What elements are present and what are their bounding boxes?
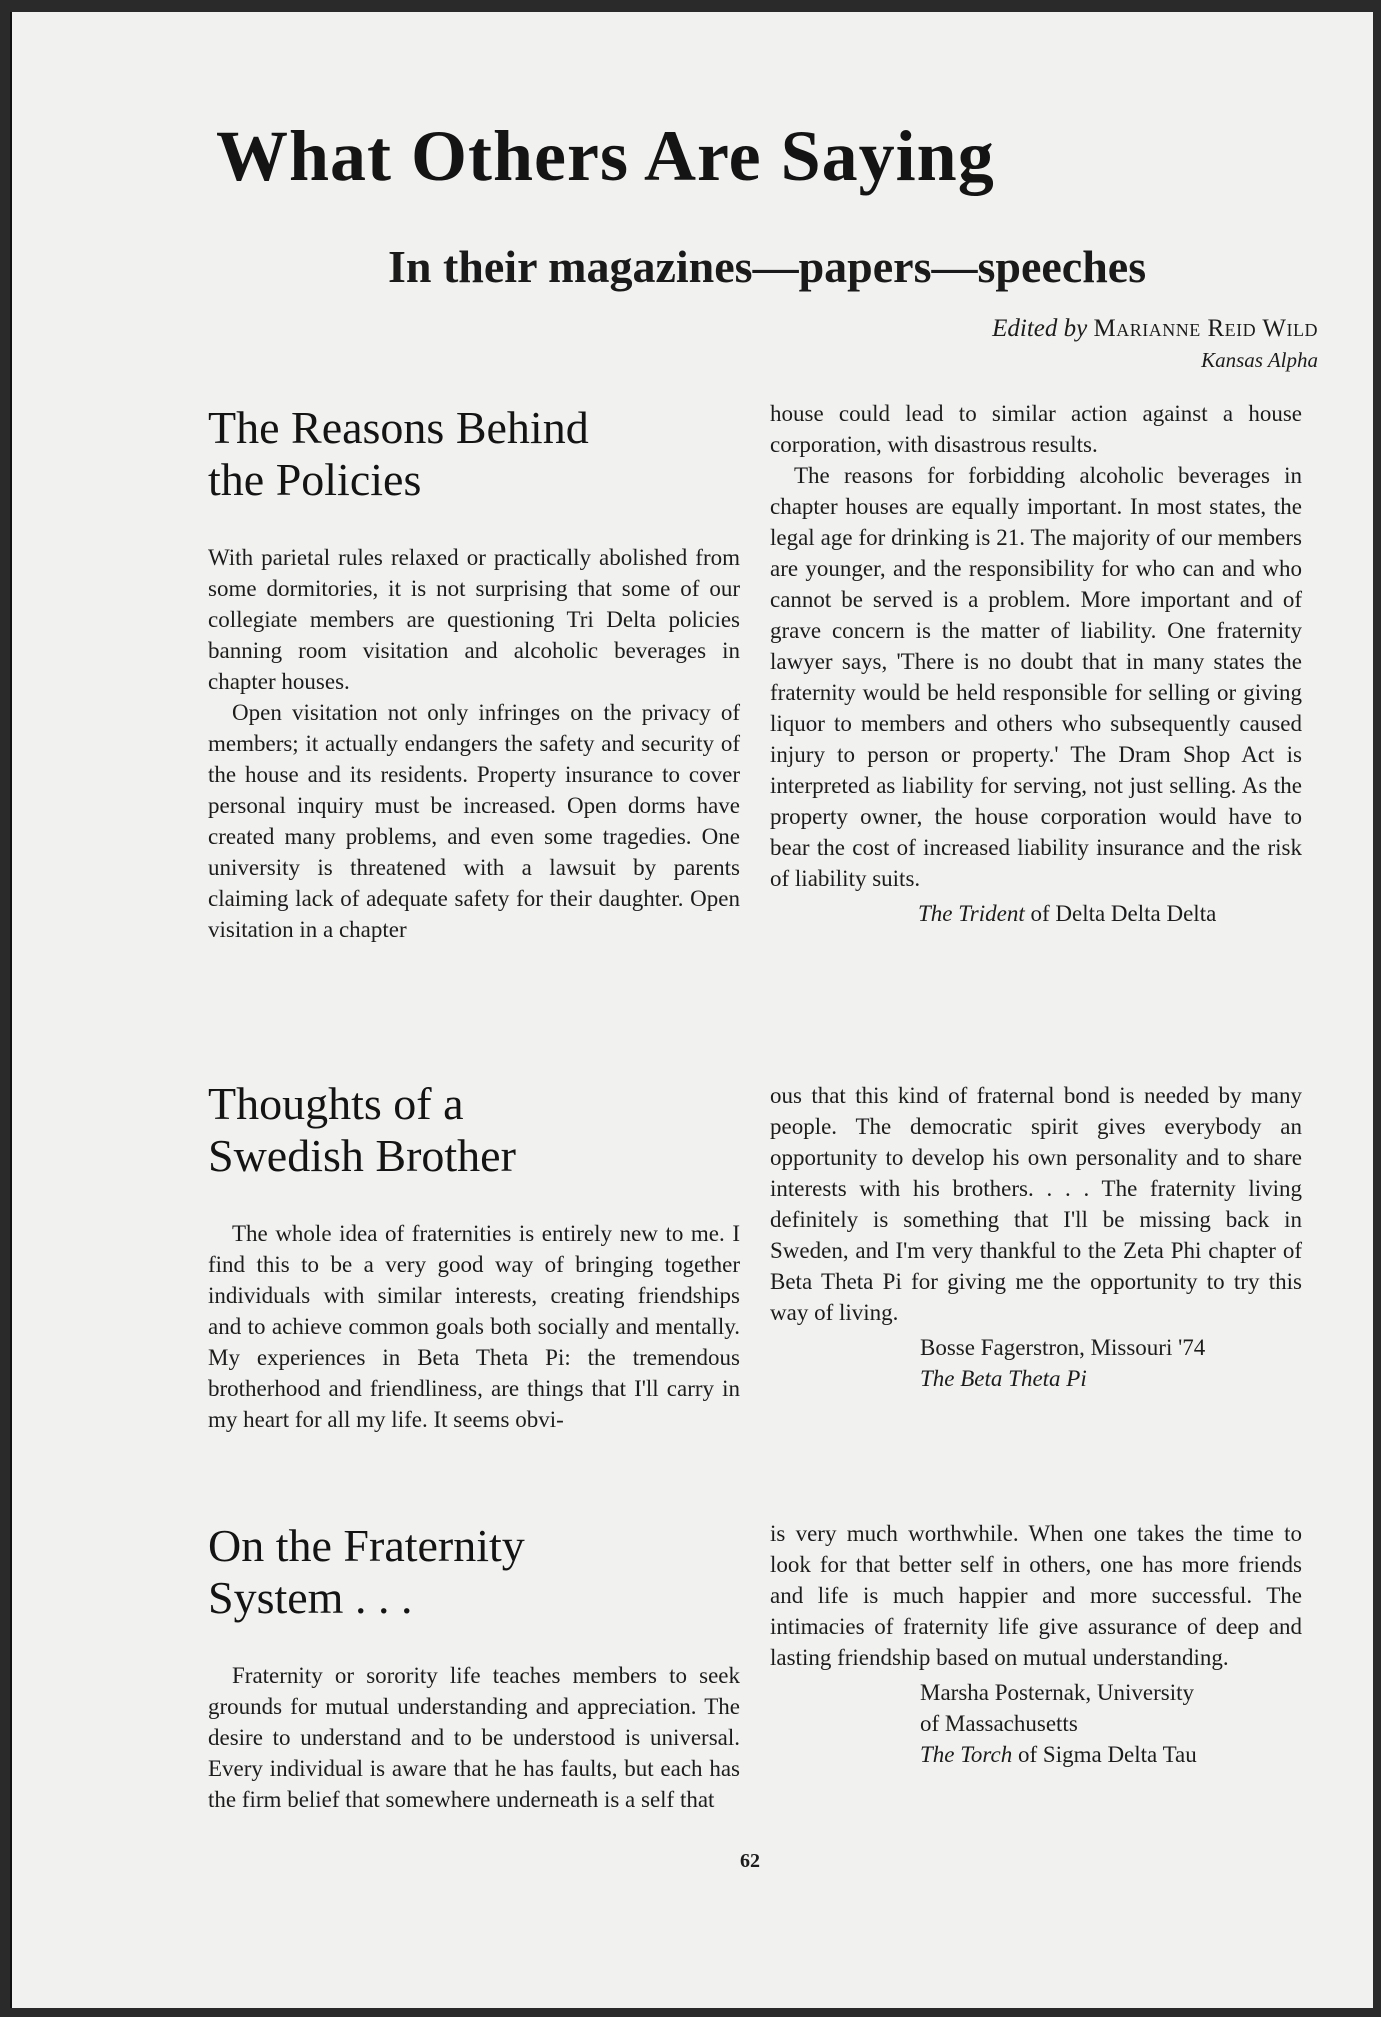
article-2-paragraph-1: The whole idea of fraternities is entirely new to me. I find this to be a very good way of bringing together individuals with similar interests, creating friendships and to achieve common goals both socially and mentally. My experiences in Beta Theta Pi: the tremendous brotherhood and friendliness, are things that I'll carry in my heart for all my life. It seems obvi- [208, 1221, 740, 1432]
editor-name: Marianne Reid Wild [1093, 315, 1318, 342]
article-2-signature-author: Bosse Fagerstron, Missouri '74 [920, 1335, 1206, 1360]
article-1-heading-line-1: The Reasons Behind [208, 402, 589, 453]
article-2-right-column [770, 1080, 1302, 1394]
article-1-paragraph-4: The reasons for forbidding alcoholic beverages in chapter houses are equally important. In most states, the legal age for drinking is 21. The majority of our members are younger, and the responsibility for who can and who cannot be served is a problem. More important and of grave concern is the matter of liability. One fraternity lawyer says, 'There is no doubt that in many states the fraternity would be held responsible for selling or giving liquor to members and others who subsequently caused injury to person or property.' The Dram Shop Act is interpreted as liability for serving, not just selling. As the property owner, the house corporation would have to bear the cost of increased liability insurance and the risk of liability suits. [770, 463, 1302, 891]
editor-chapter: Kansas Alpha [1201, 347, 1318, 372]
article-3-heading-line-1: On the Fraternity [208, 1520, 525, 1571]
editor-label: Edited by [992, 315, 1088, 342]
article-2-signature [770, 1332, 1302, 1394]
article-1-source-rest: of Delta Delta Delta [1030, 901, 1217, 926]
article-1-paragraph-2: Open visitation not only infringes on the privacy of members; it actually endangers the safety and security of the house and its residents. Property insurance to cover personal inquiry must be increased. Open dorms have created many problems, and even some tragedies. One university is threatened with a lawsuit by parents claiming lack of adequate safety for their daughter. Open visitation in a chapter [208, 700, 740, 942]
article-1-right-column [770, 398, 1302, 929]
article-2-heading-line-2: Swedish Brother [208, 1130, 516, 1181]
editor-credit [992, 312, 1318, 374]
page-subtitle: In their magazines—papers—speeches [388, 241, 1147, 292]
article-2-signature-publication: The Beta Theta Pi [920, 1366, 1087, 1391]
article-1-heading-line-2: the Policies [208, 454, 422, 505]
article-2-heading-line-1: Thoughts of a [208, 1078, 464, 1129]
article-3-signature [770, 1677, 1302, 1770]
article-2-left-column [208, 1078, 740, 1435]
article-3-signature-publication: The Torch [920, 1742, 1013, 1767]
article-3-heading-line-2: System . . . [208, 1572, 413, 1623]
article-1-paragraph-3: house could lead to similar action against a house corporation, with disastrous results. [770, 401, 1302, 457]
article-3-heading [208, 1520, 740, 1624]
article-1-source [770, 898, 1302, 929]
article-3-signature-author: Marsha Posternak, University [920, 1680, 1195, 1705]
article-1-heading [208, 402, 740, 506]
article-1-source-publication: The Trident [918, 901, 1025, 926]
article-3-right-column [770, 1518, 1302, 1770]
article-2-paragraph-2: ous that this kind of fraternal bond is needed by many people. The democratic spirit gives everybody an opportunity to develop his own personality and to share interests with his brothers. . . . The fraternity living definitely is something that I'll be missing back in Sweden, and I'm very thankful to the Zeta Phi chapter of Beta Theta Pi for giving me the opportunity to try this way of living. [770, 1083, 1302, 1325]
article-3-left-column [208, 1520, 740, 1815]
article-3-signature-rest: of Sigma Delta Tau [1018, 1742, 1197, 1767]
article-3-signature-affiliation: of Massachusetts [920, 1711, 1078, 1736]
article-3-paragraph-2: is very much worthwhile. When one takes the time to look for that better self in others, one has more friends and life is much happier and more successful. The intimacies of fraternity life give assurance of deep and lasting friendship based on mutual understanding. [770, 1521, 1302, 1670]
article-2-heading [208, 1078, 740, 1182]
page-title: What Others Are Saying [216, 116, 995, 196]
article-3-paragraph-1: Fraternity or sorority life teaches members to seek grounds for mutual understanding and appreciation. The desire to understand and to be understood is universal. Every individual is aware that he has faults, but each has the firm belief that somewhere underneath is a self that [208, 1663, 740, 1812]
article-1-paragraph-1: With parietal rules relaxed or practically abolished from some dormitories, it is not surprising that some of our collegiate members are questioning Tri Delta policies banning room visitation and alcoholic beverages in chapter houses. [208, 545, 740, 694]
article-3-signature-source [920, 1739, 1302, 1770]
page-number: 62 [740, 1850, 760, 1872]
magazine-page [10, 12, 1373, 2008]
article-1-left-column [208, 402, 740, 945]
